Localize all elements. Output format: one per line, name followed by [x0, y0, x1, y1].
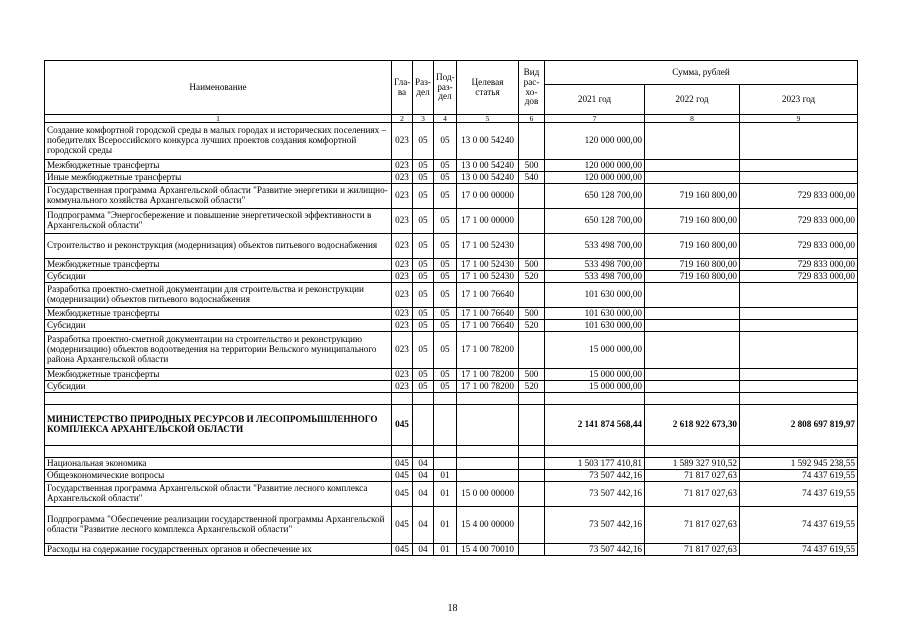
- row-sum-2023: [740, 332, 858, 369]
- row-razdel: 05: [413, 184, 434, 209]
- row-expense-type: 500: [519, 259, 545, 271]
- row-podrazdel: 05: [434, 160, 457, 172]
- row-razdel: 04: [413, 544, 434, 556]
- row-sum-2021: 650 128 700,00: [545, 184, 645, 209]
- column-number: 9: [740, 115, 858, 123]
- column-number: 4: [434, 115, 457, 123]
- table-row: [45, 259, 858, 271]
- row-glava: 023: [392, 320, 413, 332]
- row-sum-2021: 120 000 000,00: [545, 172, 645, 184]
- row-sum-2021: 101 630 000,00: [545, 283, 645, 308]
- row-target-article: 13 0 00 54240: [457, 172, 519, 184]
- row-name: Подпрограмма "Энергосбережение и повышение энергетической эффективности в Архангельской области": [45, 209, 392, 234]
- row-glava: 023: [392, 184, 413, 209]
- row-glava: 023: [392, 259, 413, 271]
- column-number: 8: [645, 115, 740, 123]
- row-expense-type: [519, 482, 545, 507]
- row-razdel: 05: [413, 172, 434, 184]
- row-sum-2021: 73 507 442,16: [545, 482, 645, 507]
- row-sum-2022: [645, 393, 740, 405]
- row-name: Межбюджетные трансферты: [45, 160, 392, 172]
- row-sum-2022: 719 160 800,00: [645, 234, 740, 259]
- row-sum-2023: 74 437 619,55: [740, 470, 858, 482]
- row-sum-2023: 729 833 000,00: [740, 184, 858, 209]
- row-sum-2023: 74 437 619,55: [740, 544, 858, 556]
- row-podrazdel: 01: [434, 470, 457, 482]
- row-glava: 023: [392, 381, 413, 393]
- header-razdel: Раз-дел: [413, 61, 434, 115]
- row-sum-2023: 74 437 619,55: [740, 507, 858, 544]
- row-sum-2023: [740, 308, 858, 320]
- row-glava: 023: [392, 332, 413, 369]
- row-expense-type: 500: [519, 308, 545, 320]
- row-sum-2022: 719 160 800,00: [645, 271, 740, 283]
- row-expense-type: [519, 283, 545, 308]
- row-expense-type: 540: [519, 172, 545, 184]
- row-name: Субсидии: [45, 381, 392, 393]
- row-target-article: 13 0 00 54240: [457, 123, 519, 160]
- row-sum-2021: 101 630 000,00: [545, 308, 645, 320]
- row-sum-2022: 719 160 800,00: [645, 209, 740, 234]
- row-sum-2022: [645, 283, 740, 308]
- header-target: Целевая статья: [457, 61, 519, 115]
- header-podrazdel: Под-раз-дел: [434, 61, 457, 115]
- row-sum-2022: [645, 308, 740, 320]
- row-podrazdel: 05: [434, 184, 457, 209]
- row-sum-2022: [645, 369, 740, 381]
- row-sum-2023: [740, 283, 858, 308]
- table-row: [45, 320, 858, 332]
- row-name: Государственная программа Архангельской области "Развитие энергетики и жилищно-коммунального хозяйства Архангельской области": [45, 184, 392, 209]
- row-podrazdel: 05: [434, 283, 457, 308]
- table-row: [45, 123, 858, 160]
- row-glava: 045: [392, 458, 413, 470]
- row-name: Субсидии: [45, 320, 392, 332]
- row-razdel: 04: [413, 482, 434, 507]
- row-expense-type: [519, 393, 545, 405]
- row-sum-2023: 74 437 619,55: [740, 482, 858, 507]
- row-sum-2021: 101 630 000,00: [545, 320, 645, 332]
- row-sum-2021: 15 000 000,00: [545, 369, 645, 381]
- row-sum-2021: 73 507 442,16: [545, 544, 645, 556]
- table-row: [45, 160, 858, 172]
- row-podrazdel: 05: [434, 259, 457, 271]
- row-podrazdel: [434, 446, 457, 458]
- row-podrazdel: 05: [434, 381, 457, 393]
- row-name: Разработка проектно-сметной документации на строительство и реконструкцию (модернизацию) объектов водоотведения на территории Вельского муниципального района Архангельской области: [45, 332, 392, 369]
- row-podrazdel: 01: [434, 507, 457, 544]
- row-name: Создание комфортной городской среды в малых городах и исторических поселениях – победителях Всероссийского конкурса лучших проектов создания комфортной городской среды: [45, 123, 392, 160]
- row-target-article: [457, 446, 519, 458]
- column-number: 5: [457, 115, 519, 123]
- row-expense-type: [519, 209, 545, 234]
- table-row: [45, 482, 858, 507]
- row-sum-2023: [740, 393, 858, 405]
- row-target-article: [457, 405, 519, 446]
- row-glava: 023: [392, 369, 413, 381]
- table-row: [45, 332, 858, 369]
- row-target-article: 17 1 00 52430: [457, 234, 519, 259]
- row-target-article: [457, 470, 519, 482]
- row-sum-2023: [740, 446, 858, 458]
- row-target-article: [457, 458, 519, 470]
- column-number: 1: [45, 115, 392, 123]
- row-expense-type: [519, 470, 545, 482]
- row-glava: 045: [392, 507, 413, 544]
- row-sum-2022: 71 817 027,63: [645, 544, 740, 556]
- row-razdel: 04: [413, 470, 434, 482]
- row-expense-type: [519, 332, 545, 369]
- row-podrazdel: 05: [434, 172, 457, 184]
- row-sum-2021: 533 498 700,00: [545, 234, 645, 259]
- column-number: 2: [392, 115, 413, 123]
- row-sum-2022: 719 160 800,00: [645, 259, 740, 271]
- row-podrazdel: 01: [434, 544, 457, 556]
- row-name: [45, 446, 392, 458]
- row-sum-2022: [645, 320, 740, 332]
- row-target-article: 17 1 00 76640: [457, 320, 519, 332]
- page-number: 18: [447, 603, 458, 614]
- row-sum-2022: [645, 446, 740, 458]
- row-podrazdel: 05: [434, 332, 457, 369]
- row-sum-2021: [545, 393, 645, 405]
- row-podrazdel: 01: [434, 482, 457, 507]
- row-glava: 045: [392, 482, 413, 507]
- row-expense-type: [519, 458, 545, 470]
- row-razdel: 05: [413, 259, 434, 271]
- row-glava: 023: [392, 123, 413, 160]
- row-name: Субсидии: [45, 271, 392, 283]
- row-glava: 023: [392, 160, 413, 172]
- table-row: [45, 308, 858, 320]
- row-target-article: 17 1 00 76640: [457, 283, 519, 308]
- row-sum-2023: [740, 160, 858, 172]
- header-name: Наименование: [45, 61, 392, 115]
- row-sum-2021: 73 507 442,16: [545, 470, 645, 482]
- row-expense-type: [519, 507, 545, 544]
- table-body: [45, 123, 858, 556]
- row-sum-2022: 71 817 027,63: [645, 470, 740, 482]
- row-podrazdel: [434, 393, 457, 405]
- row-expense-type: [519, 123, 545, 160]
- header-year-2021: 2021 год: [545, 85, 645, 115]
- row-glava: [392, 446, 413, 458]
- row-sum-2023: 729 833 000,00: [740, 209, 858, 234]
- row-target-article: 17 1 00 52430: [457, 259, 519, 271]
- row-expense-type: [519, 405, 545, 446]
- row-sum-2022: 71 817 027,63: [645, 482, 740, 507]
- row-razdel: [413, 405, 434, 446]
- row-sum-2021: 120 000 000,00: [545, 160, 645, 172]
- row-name: [45, 393, 392, 405]
- row-sum-2021: 73 507 442,16: [545, 507, 645, 544]
- row-glava: [392, 393, 413, 405]
- row-target-article: 17 1 00 78200: [457, 332, 519, 369]
- row-sum-2023: [740, 369, 858, 381]
- column-number: 7: [545, 115, 645, 123]
- row-target-article: [457, 393, 519, 405]
- column-numbers-row: [45, 115, 858, 123]
- row-target-article: 17 1 00 78200: [457, 369, 519, 381]
- row-razdel: 05: [413, 308, 434, 320]
- header-glava: Гла-ва: [392, 61, 413, 115]
- row-podrazdel: 05: [434, 271, 457, 283]
- row-sum-2023: [740, 172, 858, 184]
- row-target-article: 15 0 00 00000: [457, 482, 519, 507]
- table-row: [45, 544, 858, 556]
- table-row: [45, 369, 858, 381]
- table-row: [45, 458, 858, 470]
- header-year-2022: 2022 год: [645, 85, 740, 115]
- row-sum-2022: [645, 381, 740, 393]
- row-name: Общеэкономические вопросы: [45, 470, 392, 482]
- row-name: МИНИСТЕРСТВО ПРИРОДНЫХ РЕСУРСОВ И ЛЕСОПРОМЫШЛЕННОГО КОМПЛЕКСА АРХАНГЕЛЬСКОЙ ОБЛАСТИ: [45, 405, 392, 446]
- table-row: [45, 283, 858, 308]
- row-sum-2022: [645, 160, 740, 172]
- header-year-2023: 2023 год: [740, 85, 858, 115]
- table-row: [45, 271, 858, 283]
- table-row: [45, 184, 858, 209]
- row-sum-2023: 729 833 000,00: [740, 271, 858, 283]
- table-row: [45, 470, 858, 482]
- table-row: [45, 381, 858, 393]
- row-target-article: 15 4 00 70010: [457, 544, 519, 556]
- row-expense-type: [519, 234, 545, 259]
- row-razdel: 05: [413, 160, 434, 172]
- row-sum-2021: 2 141 874 568,44: [545, 405, 645, 446]
- row-expense-type: 500: [519, 160, 545, 172]
- row-sum-2023: 729 833 000,00: [740, 259, 858, 271]
- row-sum-2022: [645, 123, 740, 160]
- row-glava: 023: [392, 271, 413, 283]
- row-sum-2021: 15 000 000,00: [545, 381, 645, 393]
- row-sum-2023: [740, 381, 858, 393]
- row-name: Расходы на содержание государственных органов и обеспечение их: [45, 544, 392, 556]
- row-name: Иные межбюджетные трансферты: [45, 172, 392, 184]
- row-sum-2021: 650 128 700,00: [545, 209, 645, 234]
- row-sum-2021: [545, 446, 645, 458]
- row-expense-type: 500: [519, 369, 545, 381]
- row-razdel: 05: [413, 209, 434, 234]
- row-expense-type: [519, 446, 545, 458]
- row-podrazdel: 05: [434, 308, 457, 320]
- row-sum-2021: 533 498 700,00: [545, 271, 645, 283]
- row-razdel: 05: [413, 381, 434, 393]
- row-podrazdel: 05: [434, 123, 457, 160]
- row-sum-2021: 120 000 000,00: [545, 123, 645, 160]
- row-sum-2021: 1 503 177 410,81: [545, 458, 645, 470]
- row-expense-type: [519, 184, 545, 209]
- row-sum-2022: 1 589 327 910,52: [645, 458, 740, 470]
- row-target-article: 15 4 00 00000: [457, 507, 519, 544]
- header-vid: Вид рас-хо-дов: [519, 61, 545, 115]
- row-sum-2023: 2 808 697 819,97: [740, 405, 858, 446]
- row-sum-2023: 1 592 945 238,55: [740, 458, 858, 470]
- row-target-article: 17 1 00 78200: [457, 381, 519, 393]
- row-name: Государственная программа Архангельской области "Развитие лесного комплекса Архангельской области": [45, 482, 392, 507]
- row-expense-type: 520: [519, 320, 545, 332]
- row-expense-type: [519, 544, 545, 556]
- row-razdel: [413, 446, 434, 458]
- empty-row: [45, 446, 858, 458]
- row-razdel: 04: [413, 507, 434, 544]
- row-glava: 023: [392, 172, 413, 184]
- row-expense-type: 520: [519, 381, 545, 393]
- table-row: [45, 507, 858, 544]
- row-razdel: 05: [413, 271, 434, 283]
- row-sum-2022: 71 817 027,63: [645, 507, 740, 544]
- row-razdel: 04: [413, 458, 434, 470]
- row-glava: 023: [392, 209, 413, 234]
- row-glava: 023: [392, 283, 413, 308]
- row-name: Подпрограмма "Обеспечение реализации государственной программы Архангельской области "Развитие лесного комплекса Архангельской области": [45, 507, 392, 544]
- row-sum-2023: 729 833 000,00: [740, 234, 858, 259]
- row-sum-2022: [645, 332, 740, 369]
- row-sum-2023: [740, 320, 858, 332]
- row-podrazdel: [434, 405, 457, 446]
- row-razdel: 05: [413, 369, 434, 381]
- row-razdel: 05: [413, 123, 434, 160]
- row-sum-2023: [740, 123, 858, 160]
- row-name: Межбюджетные трансферты: [45, 308, 392, 320]
- row-podrazdel: 05: [434, 234, 457, 259]
- row-target-article: 17 1 00 52430: [457, 271, 519, 283]
- row-glava: 023: [392, 308, 413, 320]
- column-number: 6: [519, 115, 545, 123]
- row-podrazdel: 05: [434, 209, 457, 234]
- table-row: [45, 209, 858, 234]
- row-name: Межбюджетные трансферты: [45, 259, 392, 271]
- row-name: Разработка проектно-сметной документации для строительства и реконструкции (модернизации) объектов питьевого водоснабжения: [45, 283, 392, 308]
- row-glava: 045: [392, 405, 413, 446]
- header-sum: Сумма, рублей: [545, 61, 858, 85]
- table-row: [45, 234, 858, 259]
- row-target-article: 17 1 00 76640: [457, 308, 519, 320]
- row-razdel: 05: [413, 234, 434, 259]
- row-sum-2022: 2 618 922 673,30: [645, 405, 740, 446]
- row-target-article: 17 1 00 00000: [457, 209, 519, 234]
- row-name: Национальная экономика: [45, 458, 392, 470]
- row-glava: 045: [392, 470, 413, 482]
- row-podrazdel: 05: [434, 369, 457, 381]
- row-name: Межбюджетные трансферты: [45, 369, 392, 381]
- column-number: 3: [413, 115, 434, 123]
- row-podrazdel: [434, 458, 457, 470]
- row-target-article: 13 0 00 54240: [457, 160, 519, 172]
- row-sum-2022: [645, 172, 740, 184]
- row-podrazdel: 05: [434, 320, 457, 332]
- row-name: Строительство и реконструкция (модернизация) объектов питьевого водоснабжения: [45, 234, 392, 259]
- row-sum-2021: 15 000 000,00: [545, 332, 645, 369]
- row-razdel: 05: [413, 283, 434, 308]
- row-glava: 045: [392, 544, 413, 556]
- row-razdel: 05: [413, 320, 434, 332]
- empty-row: [45, 393, 858, 405]
- budget-table: [44, 60, 858, 556]
- row-razdel: 05: [413, 332, 434, 369]
- table-row: [45, 172, 858, 184]
- row-expense-type: 520: [519, 271, 545, 283]
- row-razdel: [413, 393, 434, 405]
- row-sum-2021: 533 498 700,00: [545, 259, 645, 271]
- table-row: [45, 405, 858, 446]
- row-glava: 023: [392, 234, 413, 259]
- row-sum-2022: 719 160 800,00: [645, 184, 740, 209]
- row-target-article: 17 0 00 00000: [457, 184, 519, 209]
